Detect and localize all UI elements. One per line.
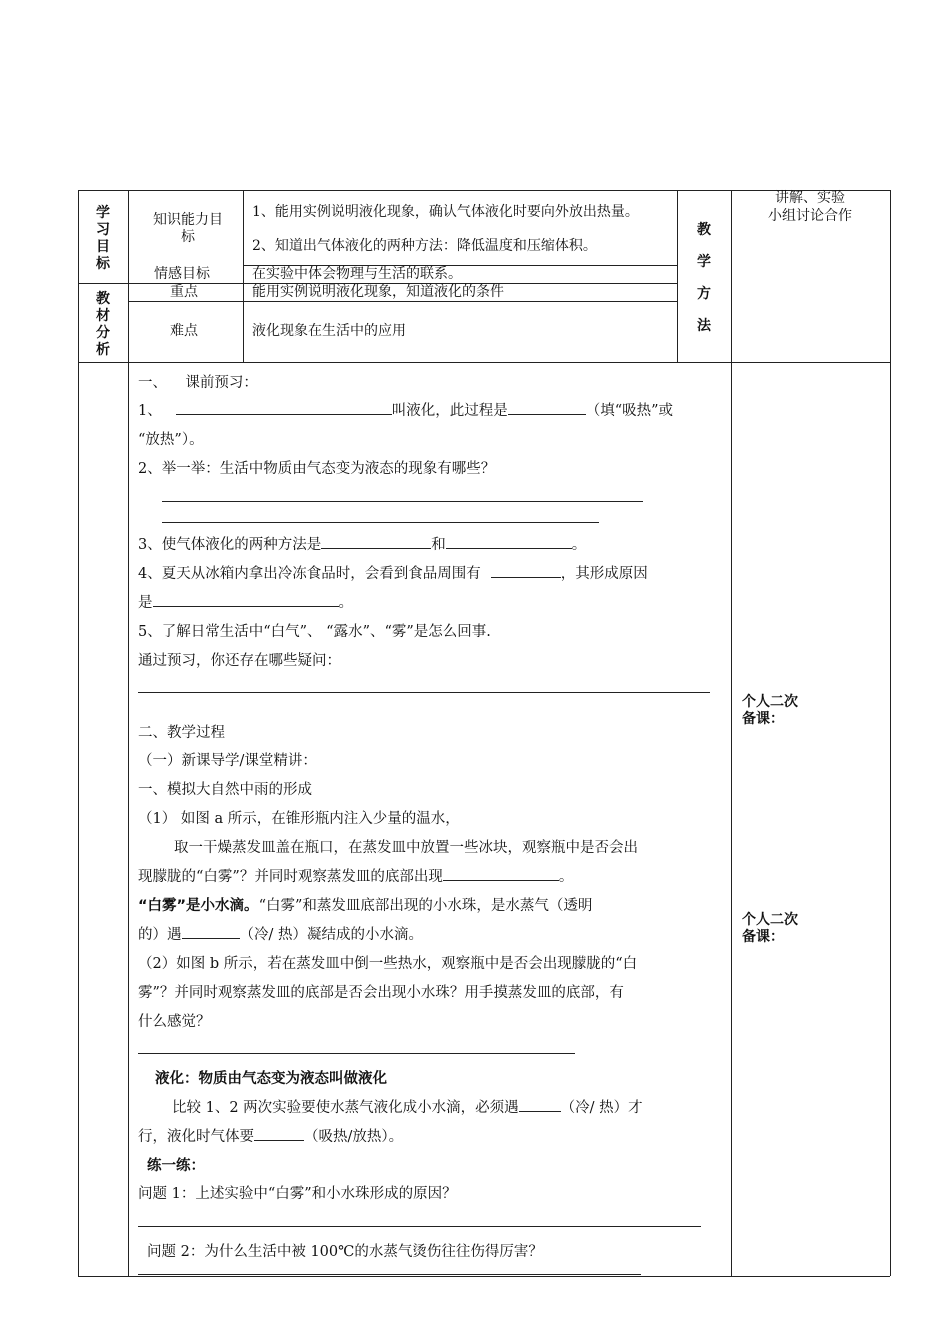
practice-title: 练一练： — [147, 1158, 205, 1174]
compare-line2: 行，液化时气体要 （吸热/放热）。 — [138, 1125, 403, 1146]
compare-blank-1[interactable] — [519, 1097, 561, 1112]
fog-explanation-line2: 的）遇 （冷/ 热）凝结成的小水滴。 — [138, 923, 423, 944]
q1-blank-2[interactable] — [508, 400, 586, 415]
difficulty-label: 难点 — [170, 323, 198, 339]
table-line-col3 — [677, 190, 678, 362]
emotion-goal-text: 在实验中体会物理与生活的联系。 — [252, 266, 462, 282]
problem2-answer-line[interactable] — [138, 1274, 641, 1275]
exp1-line2: 取一干燥蒸发皿盖在瓶口，在蒸发皿中放置一些冰块，观察瓶中是否会出 — [174, 840, 638, 856]
q3-blank-2[interactable] — [446, 534, 572, 549]
preview-q1: 1、 叫液化，此过程是 （填“吸热”或 — [138, 399, 673, 420]
preview-q1-line2: “放热”）。 — [138, 432, 204, 448]
difficulty-text: 液化现象在生活中的应用 — [252, 323, 406, 339]
preview-q4: 4、夏天从冰箱内拿出冷冻食品时，会看到食品周围有 ，其形成原因 — [138, 562, 648, 583]
preview-q5: 5、了解日常生活中“白气”、 “露水”、“雾”是怎么回事. — [138, 624, 491, 640]
q2-answer-line-2[interactable] — [162, 522, 599, 523]
table-border-bottom — [78, 1276, 890, 1277]
table-line-col2 — [243, 190, 244, 362]
side-note-1: 个人二次 备课： — [742, 694, 798, 727]
fog-blank[interactable] — [182, 924, 240, 939]
fog-explanation: “白雾”是小水滴。“白雾”和蒸发皿底部出现的小水珠，是水蒸气（透明 — [138, 898, 593, 914]
exp2-line2: 雾”？并同时观察蒸发皿的底部是否会出现小水珠？用手摸蒸发皿的底部，有 — [138, 985, 624, 1001]
preview-q2: 2、举一举：生活中物质由气态变为液态的现象有哪些？ — [138, 461, 496, 477]
emotion-goal-label: 情感目标 — [154, 266, 210, 282]
q4-blank-1[interactable] — [491, 563, 561, 578]
exp2-line1: （2）如图 b 所示，若在蒸发皿中倒一些热水，观察瓶中是否会出现朦胧的“白 — [138, 956, 638, 972]
q4-blank-2[interactable] — [153, 592, 339, 607]
compare-blank-2[interactable] — [254, 1126, 304, 1141]
q3-blank-1[interactable] — [321, 534, 431, 549]
key-point-label: 重点 — [170, 284, 198, 300]
preview-title: 一、 课前预习： — [138, 375, 258, 391]
problem-1: 问题 1：上述实验中“白雾”和小水珠形成的原因？ — [138, 1186, 457, 1202]
teaching-method-label: 教 学 方 法 — [697, 222, 711, 334]
table-line-header-bottom — [78, 362, 890, 363]
compare-line1: 比较 1、2 两次实验要使水蒸气液化成小水滴，必须遇 （冷/ 热）才 — [172, 1096, 643, 1117]
knowledge-goal-line2: 2、知道出气体液化的两种方法：降低温度和压缩体积。 — [252, 238, 597, 254]
table-line-analysis-mid — [128, 301, 677, 302]
side-note-2: 个人二次 备课： — [742, 912, 798, 945]
table-border-right — [890, 190, 891, 1276]
preview-questions: 通过预习，你还存在哪些疑问： — [138, 653, 341, 669]
exp1-line3: 现朦胧的“白雾”？并同时观察蒸发皿的底部出现 。 — [138, 865, 573, 886]
exp1-blank[interactable] — [443, 866, 559, 881]
exp2-line3: 什么感觉？ — [138, 1014, 211, 1030]
table-line-col4 — [731, 190, 732, 1276]
q1-blank-1[interactable] — [176, 400, 392, 415]
knowledge-goal-label: 知识能力目标 — [153, 212, 223, 245]
material-analysis-label: 教 材 分 析 — [96, 291, 110, 358]
problem1-answer-line[interactable] — [138, 1226, 701, 1227]
knowledge-goal-line1: 1、能用实例说明液化现象，确认气体液化时要向外放出热量。 — [252, 204, 639, 220]
process-title: 二、教学过程 — [138, 725, 225, 741]
preview-q4-line2: 是 。 — [138, 591, 353, 612]
method-text-2: 小组讨论合作 — [768, 208, 852, 224]
table-line-col1 — [128, 190, 129, 1276]
preview-q3: 3、使气体液化的两种方法是 和 。 — [138, 533, 586, 554]
questions-answer-line[interactable] — [138, 692, 710, 693]
definition-liquefaction: 液化：物质由气态变为液态叫做液化 — [155, 1071, 387, 1087]
problem-2: 问题 2：为什么生活中被 100℃的水蒸气烫伤往往伤得厉害？ — [147, 1244, 543, 1260]
exp1-line1: （1） 如图 a 所示，在锥形瓶内注入少量的温水， — [138, 811, 460, 827]
exp2-answer-line[interactable] — [138, 1053, 575, 1054]
method-text-1: 讲解、实验 — [775, 190, 845, 206]
process-subtitle: （一）新课导学/课堂精讲： — [138, 753, 317, 769]
q2-answer-line-1[interactable] — [162, 501, 643, 502]
key-point-text: 能用实例说明液化现象，知道液化的条件 — [252, 284, 504, 300]
table-border-left — [78, 190, 79, 1276]
study-goal-label: 学 习 目 标 — [96, 205, 110, 272]
section-rain-title: 一、模拟大自然中雨的形成 — [138, 782, 312, 798]
